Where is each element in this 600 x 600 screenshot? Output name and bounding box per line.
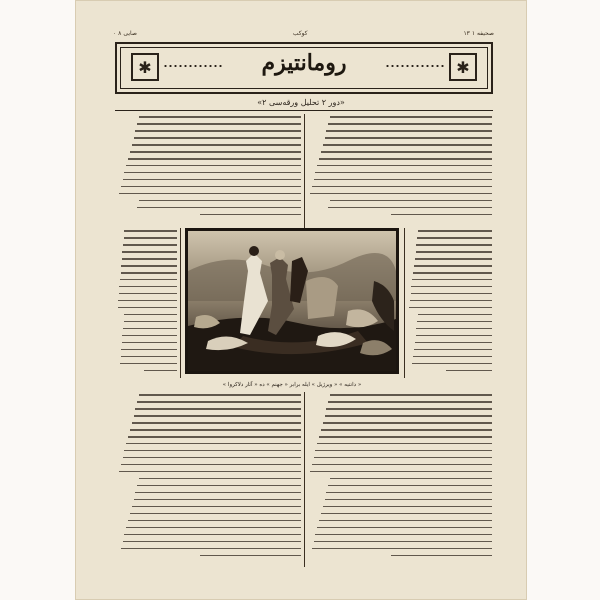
text-line — [118, 300, 177, 302]
text-line — [121, 265, 177, 267]
text-line — [124, 172, 301, 174]
text-line — [126, 527, 301, 529]
text-line — [314, 541, 492, 543]
text-line — [418, 314, 492, 316]
text-line — [124, 314, 177, 316]
text-line — [330, 394, 492, 396]
text-line — [315, 534, 492, 536]
text-line — [139, 394, 301, 396]
text-line — [122, 251, 177, 253]
text-line — [418, 230, 492, 232]
text-line — [119, 193, 301, 195]
text-line — [417, 237, 492, 239]
text-line — [321, 151, 492, 153]
figure-caption: « دانتيه » « ويرژيل » ايله برابر « جهنم » ده « آثار دلاكروا » — [222, 382, 362, 388]
running-header — [113, 29, 494, 39]
text-line — [319, 158, 492, 160]
text-line — [134, 499, 301, 501]
text-column-middle-left — [117, 230, 177, 378]
text-line — [135, 408, 301, 410]
text-line — [417, 321, 492, 323]
text-line — [144, 370, 177, 372]
text-column-top-right — [308, 116, 492, 226]
dotted-rule-left — [163, 65, 223, 67]
text-line — [121, 272, 177, 274]
text-line — [312, 186, 492, 188]
text-line — [391, 555, 492, 557]
text-line — [124, 534, 301, 536]
text-line — [120, 363, 177, 365]
page — [75, 0, 527, 600]
text-line — [325, 137, 492, 139]
text-line — [325, 415, 492, 417]
column-rule-right — [404, 228, 405, 378]
text-line — [412, 279, 492, 281]
text-line — [411, 286, 492, 288]
text-line — [135, 130, 301, 132]
text-line — [134, 415, 301, 417]
text-line — [326, 408, 492, 410]
text-column-bottom-right — [308, 394, 492, 566]
text-line — [323, 422, 492, 424]
text-line — [124, 230, 177, 232]
article-subtitle: «دور ۲ تحليل ورقه‌سى ۲» — [257, 98, 345, 107]
text-line — [121, 464, 301, 466]
text-line — [446, 370, 492, 372]
text-line — [135, 492, 301, 494]
text-column-middle-right — [408, 230, 492, 378]
text-line — [137, 207, 301, 209]
text-line — [139, 200, 301, 202]
text-line — [139, 478, 301, 480]
text-line — [315, 450, 492, 452]
text-line — [121, 356, 177, 358]
text-line — [326, 130, 492, 132]
text-line — [128, 436, 301, 438]
dotted-rule-right — [385, 65, 445, 67]
text-line — [128, 158, 301, 160]
text-line — [132, 422, 301, 424]
painting-illustration — [185, 228, 399, 374]
text-line — [413, 272, 492, 274]
text-line — [126, 165, 301, 167]
text-line — [323, 144, 492, 146]
text-line — [414, 349, 492, 351]
text-line — [415, 258, 492, 260]
text-line — [413, 356, 492, 358]
text-line — [119, 286, 177, 288]
text-line — [132, 144, 301, 146]
text-line — [416, 335, 492, 337]
text-line — [122, 335, 177, 337]
text-line — [123, 179, 301, 181]
text-line — [123, 328, 177, 330]
text-line — [137, 401, 301, 403]
text-line — [122, 342, 177, 344]
text-line — [312, 548, 492, 550]
text-line — [314, 457, 492, 459]
text-line — [139, 116, 301, 118]
text-line — [137, 123, 301, 125]
text-line — [314, 179, 492, 181]
text-line — [121, 548, 301, 550]
text-line — [391, 214, 492, 216]
ornament-right-icon: ✱ — [449, 53, 477, 81]
text-line — [124, 237, 177, 239]
text-line — [124, 321, 177, 323]
text-line — [411, 293, 492, 295]
text-line — [416, 244, 492, 246]
text-line — [130, 513, 301, 515]
text-line — [128, 520, 301, 522]
text-line — [315, 172, 492, 174]
text-line — [328, 401, 492, 403]
text-line — [415, 342, 492, 344]
text-line — [330, 478, 492, 480]
column-rule-top — [304, 114, 305, 228]
text-line — [321, 513, 492, 515]
text-line — [328, 485, 492, 487]
text-line — [325, 499, 492, 501]
text-line — [123, 541, 301, 543]
text-line — [416, 328, 492, 330]
text-line — [326, 492, 492, 494]
text-line — [122, 258, 177, 260]
text-line — [410, 300, 492, 302]
header-issue-number: صايى ۸ ۰ — [113, 30, 137, 37]
text-column-top-left — [117, 116, 301, 226]
text-column-bottom-left — [117, 394, 301, 566]
text-line — [130, 151, 301, 153]
text-line — [412, 363, 492, 365]
top-rule — [115, 110, 493, 111]
header-journal-name: كوكب — [292, 30, 308, 37]
text-line — [121, 186, 301, 188]
text-line — [310, 193, 492, 195]
text-line — [126, 443, 301, 445]
text-line — [317, 443, 492, 445]
text-line — [120, 279, 177, 281]
text-line — [319, 520, 492, 522]
text-line — [323, 506, 492, 508]
text-line — [330, 200, 492, 202]
text-line — [137, 485, 301, 487]
text-line — [123, 457, 301, 459]
column-rule-left — [180, 228, 181, 378]
text-line — [123, 244, 177, 246]
text-line — [119, 471, 301, 473]
text-line — [134, 137, 301, 139]
text-line — [118, 307, 177, 309]
text-line — [124, 450, 301, 452]
text-line — [319, 436, 492, 438]
page-title: رومانتيزم — [261, 50, 347, 76]
text-line — [330, 116, 492, 118]
text-line — [317, 527, 492, 529]
text-line — [328, 123, 492, 125]
ornament-left-icon: ✱ — [131, 53, 159, 81]
text-line — [119, 293, 177, 295]
title-frame — [115, 42, 493, 94]
text-line — [200, 214, 301, 216]
column-rule-bottom — [304, 392, 305, 567]
text-line — [416, 251, 492, 253]
text-line — [132, 506, 301, 508]
text-line — [317, 165, 492, 167]
text-line — [310, 471, 492, 473]
text-line — [312, 464, 492, 466]
text-line — [328, 207, 492, 209]
text-line — [321, 429, 492, 431]
header-page-number: صحيفه ۱ ۱۳ — [463, 30, 494, 37]
text-line — [414, 265, 492, 267]
dante-boat-painting — [188, 231, 396, 371]
text-line — [200, 555, 301, 557]
text-line — [409, 307, 492, 309]
text-line — [121, 349, 177, 351]
text-line — [130, 429, 301, 431]
